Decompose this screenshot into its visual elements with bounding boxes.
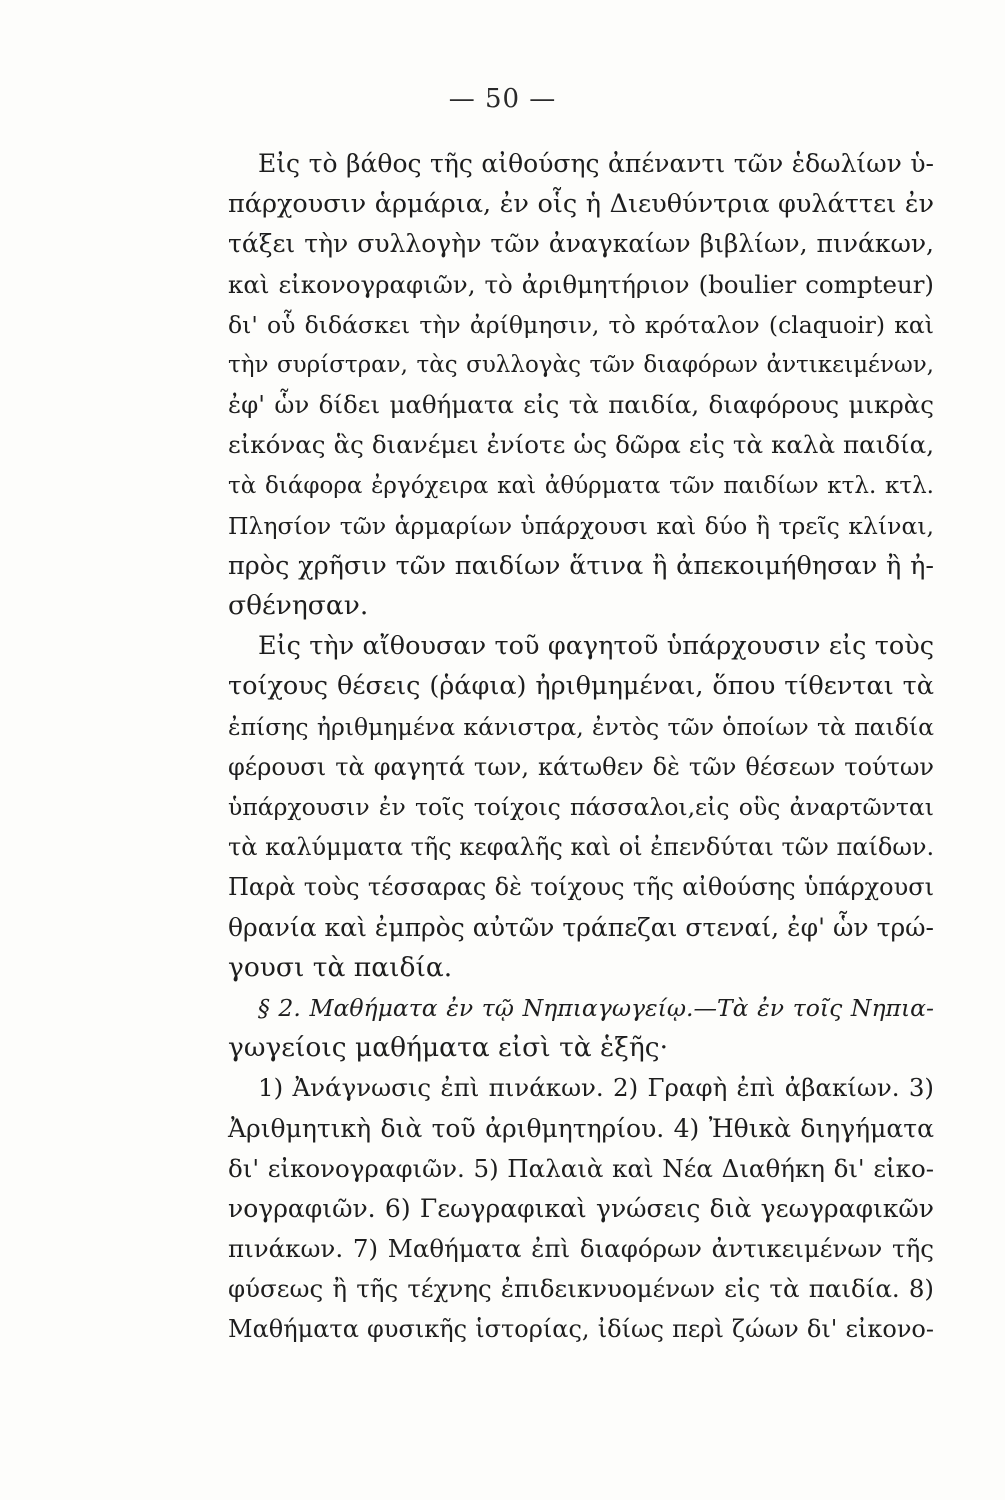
text-line: τὰ διάφορα ἐργόχειρα καὶ ἀθύρματα τῶν παιδίων κτλ. κτλ.	[228, 472, 934, 499]
text-line: Μαθήματα φυσικῆς ἱστορίας, ἰδίως περὶ ζώων δι' εἰκονο-	[228, 1315, 934, 1344]
text-line: τὴν συρίστραν, τὰς συλλογὰς τῶν διαφόρων ἀντικειμένων,	[228, 351, 934, 378]
text-line: φέρουσι τὰ φαγητά των, κάτωθεν δὲ τῶν θέσεων τούτων	[228, 752, 934, 781]
text-line: δι' οὗ διδάσκει τὴν ἀρίθμησιν, τὸ κρόταλον (claquoir) καὶ	[228, 310, 934, 339]
text-line: τοίχους θέσεις (ῥάφια) ἠριθμημέναι, ὅπου τίθενται τὰ	[228, 671, 934, 702]
text-line: Εἰς τὴν αἴθουσαν τοῦ φαγητοῦ ὑπάρχουσιν εἰς τοὺς	[258, 631, 934, 662]
page-number: — 50 —	[448, 84, 557, 114]
text-line: Ἀριθμητικὴ διὰ τοῦ ἀριθμητηρίου. 4) Ἠθικὰ διηγήματα	[228, 1113, 934, 1143]
text-line: τὰ καλύμματα τῆς κεφαλῆς καὶ οἱ ἐπενδύται τῶν παίδων.	[228, 833, 935, 862]
text-line: πάρχουσιν ἁρμάρια, ἐν οἷς ἡ Διευθύντρια φυλάττει ἐν	[228, 189, 934, 220]
text-line: Παρὰ τοὺς τέσσαρας δὲ τοίχους τῆς αἰθούσης ὑπάρχουσι	[228, 873, 934, 902]
text-line: Πλησίον τῶν ἁρμαρίων ὑπάρχουσι καὶ δύο ἢ τρεῖς κλίναι,	[228, 511, 934, 540]
section-heading-line: § 2. Μαθήματα ἐν τῷ Νηπιαγωγείῳ.—Τὰ ἐν τοῖς Νηπια-	[258, 993, 934, 1022]
text-line: Εἰς τὸ βάθος τῆς αἰθούσης ἀπέναντι τῶν ἑδωλίων ὑ-	[258, 149, 934, 178]
text-line: τάξει τὴν συλλογὴν τῶν ἀναγκαίων βιβλίων, πινάκων,	[228, 229, 934, 259]
text-line: 1) Ἀνάγνωσις ἐπὶ πινάκων. 2) Γραφὴ ἐπὶ ἀβακίων. 3)	[258, 1073, 934, 1103]
text-line: πινάκων. 7) Μαθήματα ἐπὶ διαφόρων ἀντικειμένων τῆς	[228, 1234, 934, 1264]
text-line: σθένησαν.	[228, 590, 369, 622]
body-text	[228, 144, 934, 1350]
text-line: θρανία καὶ ἐμπρὸς αὐτῶν τράπεζαι στεναί, ἐφ' ὧν τρώ-	[228, 912, 934, 942]
text-line: γωγείοις μαθήματα εἰσὶ τὰ ἑξῆς·	[228, 1032, 669, 1064]
text-line: νογραφιῶν. 6) Γεωγραφικαὶ γνώσεις διὰ γεωγραφικῶν	[228, 1193, 934, 1223]
text-line: ἐφ' ὧν δίδει μαθήματα εἰς τὰ παιδία, διαφόρους μικρὰς	[228, 390, 934, 420]
text-line: ἐπίσης ἠριθμημένα κάνιστρα, ἐντὸς τῶν ὁποίων τὰ παιδία	[228, 712, 934, 741]
text-line: ὑπάρχουσιν ἐν τοῖς τοίχοις πάσσαλοι,εἰς οὓς ἀναρτῶνται	[228, 793, 934, 821]
text-line: εἰκόνας ἃς διανέμει ἐνίοτε ὡς δῶρα εἰς τὰ καλὰ παιδία,	[228, 430, 934, 460]
text-line: καὶ εἰκονογραφιῶν, τὸ ἀριθμητήριον (boulier compteur)	[228, 269, 934, 299]
text-line: δι' εἰκονογραφιῶν. 5) Παλαιὰ καὶ Νέα Διαθήκη δι' εἰκο-	[228, 1153, 934, 1183]
text-line: πρὸς χρῆσιν τῶν παιδίων ἅτινα ἢ ἀπεκοιμήθησαν ἢ ἠ-	[228, 550, 934, 581]
text-line: γουσι τὰ παιδία.	[228, 951, 453, 983]
text-line: φύσεως ἢ τῆς τέχνης ἐπιδεικνυομένων εἰς τὰ παιδία. 8)	[228, 1274, 934, 1304]
